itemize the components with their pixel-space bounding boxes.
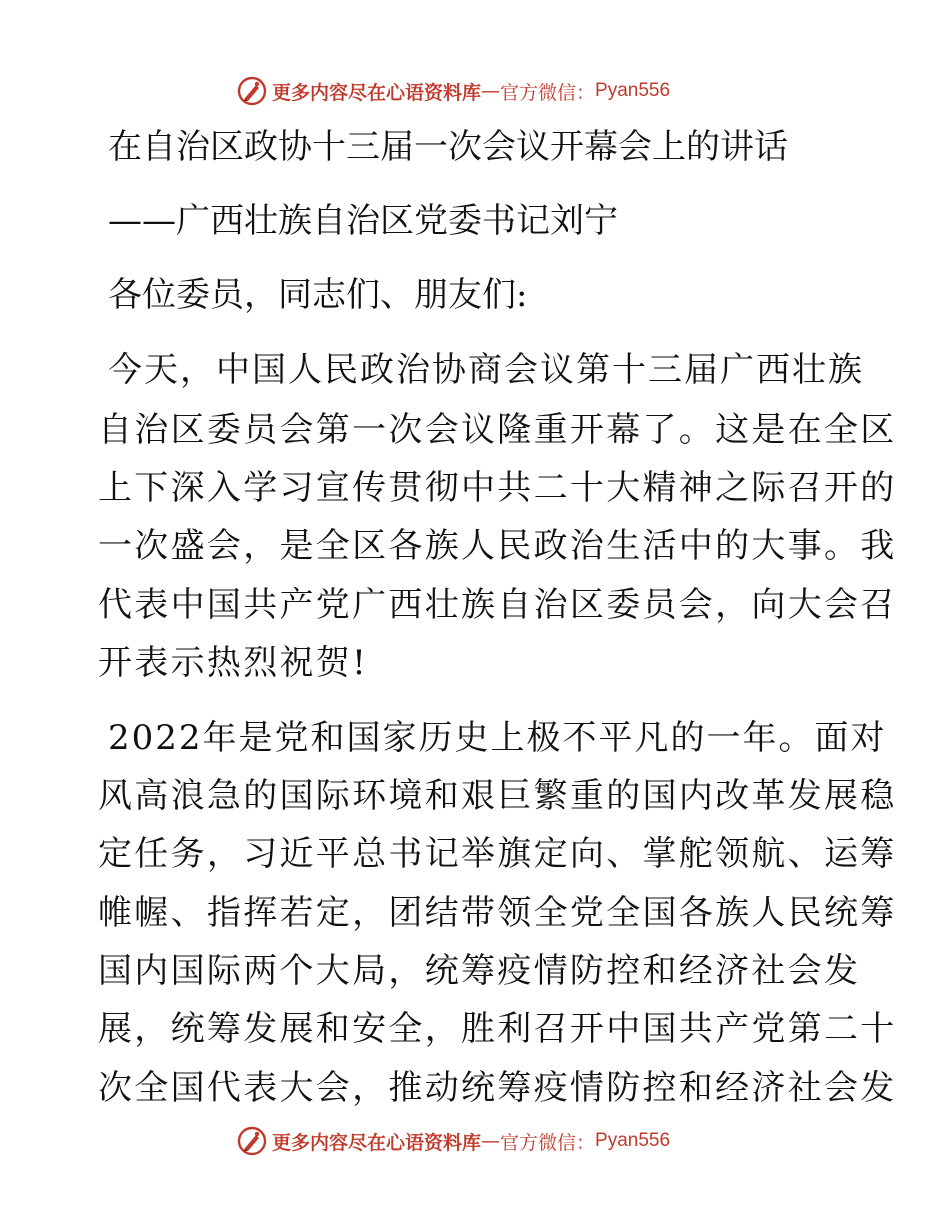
watermark-separator: —: [481, 80, 501, 102]
watermark-wechat-id: Pyan556: [595, 80, 671, 101]
paragraph-line: 代表中国共产党广西壮族自治区委员会，向大会召: [98, 585, 897, 625]
document-title: 在自治区政协十三届一次会议开幕会上的讲话: [108, 127, 788, 167]
paragraph-line: 2022年是党和国家历史上极不平凡的一年。面对: [108, 718, 887, 758]
paragraph-line: 上下深入学习宣传贯彻中共二十大精神之际召开的: [98, 468, 897, 508]
watermark-wechat-id: Pyan556: [595, 1130, 671, 1151]
paragraph-line: 次全国代表大会，推动统筹疫情防控和经济社会发: [98, 1068, 897, 1108]
watermark-separator: —: [481, 1130, 501, 1152]
paragraph-line: 今天，中国人民政治协商会议第十三届广西壮族: [108, 350, 864, 390]
paragraph-line: 帷幄、指挥若定，团结带领全党全国各族人民统筹: [98, 893, 897, 933]
footer-watermark: [236, 1124, 670, 1158]
salutation: 各位委员，同志们、朋友们:: [108, 275, 528, 315]
paragraph-line: 展，统筹发展和安全，胜利召开中国共产党第二十: [98, 1009, 897, 1049]
watermark-wechat-label: 官方微信：: [500, 1131, 596, 1154]
paragraph-line: 风高浪急的国际环境和艰巨繁重的国内改革发展稳: [98, 776, 897, 816]
paragraph-line: 自治区委员会第一次会议隆重开幕了。这是在全区: [98, 410, 897, 450]
paragraph-line: 一次盛会，是全区各族人民政治生活中的大事。我: [98, 526, 897, 566]
watermark-wechat-label: 官方微信：: [500, 81, 596, 104]
paragraph-line: 定任务，习近平总书记举旗定向、掌舵领航、运筹: [98, 834, 897, 874]
header-watermark: [236, 74, 670, 108]
paragraph-line: 开表示热烈祝贺!: [98, 643, 369, 683]
watermark-text: 更多内容尽在心语资料库: [272, 81, 482, 104]
paragraph-line: 国内国际两个大局，统筹疫情防控和经济社会发: [98, 951, 861, 991]
watermark-text: 更多内容尽在心语资料库: [272, 1131, 482, 1154]
pen-logo-icon: [236, 1125, 268, 1157]
document-subtitle: ——广西壮族自治区党委书记刘宁: [108, 201, 618, 241]
pen-logo-icon: [236, 75, 268, 107]
